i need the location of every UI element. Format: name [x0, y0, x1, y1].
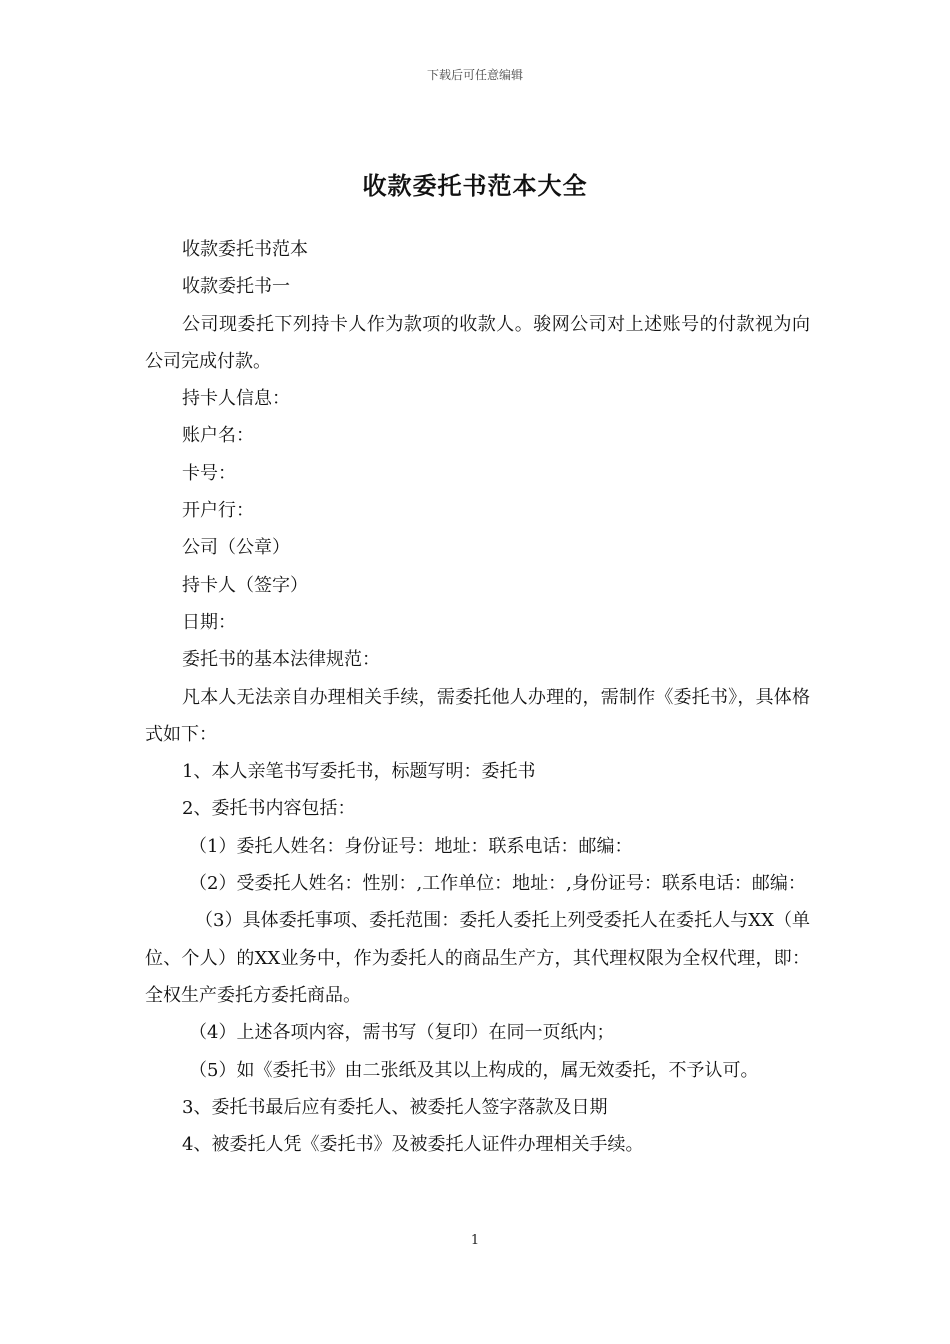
- paragraph-subtitle: 收款委托书范本: [182, 239, 308, 260]
- paragraph-subitem-2: （2）受委托人姓名：性别：,工作单位：地址：,身份证号：联系电话：邮编：: [189, 873, 806, 895]
- paragraph-company-seal: 公司（公章）: [182, 537, 290, 559]
- paragraph-item-2: 2、委托书内容包括：: [182, 798, 356, 820]
- paragraph-item-3: 3、委托书最后应有委托人、被委托人签字落款及日期: [182, 1096, 608, 1118]
- paragraph-subitem-5: （5）如《委托书》由二张纸及其以上构成的，属无效委托，不予认可。: [189, 1059, 759, 1081]
- paragraph-card-number: 卡号：: [182, 462, 236, 484]
- paragraph-account-name: 账户名：: [182, 425, 254, 447]
- paragraph-subitem-3: （3）具体委托事项、委托范围：委托人委托上列受委托人在委托人与XX（单位、个人）的XX业务中，作为委托人的商品生产方，其代理权限为全权代理，即：全权生产委托方委托商品。: [145, 910, 810, 1006]
- paragraph-intro: 凡本人无法亲自办理相关手续，需委托他人办理的，需制作《委托书》，具体格式如下：: [145, 686, 810, 745]
- paragraph-legal-norms: 委托书的基本法律规范：: [182, 649, 380, 671]
- page-number: 1: [470, 1233, 480, 1248]
- paragraph-date: 日期：: [182, 611, 236, 633]
- paragraph-bank: 开户行：: [182, 500, 254, 522]
- paragraph-section-one: 收款委托书一: [182, 276, 290, 298]
- document-title: 收款委托书范本大全: [362, 171, 588, 201]
- paragraph-subitem-1: （1）委托人姓名：身份证号：地址：联系电话：邮编：: [189, 835, 633, 857]
- paragraph-item-4: 4、被委托人凭《委托书》及被委托人证件办理相关手续。: [182, 1134, 644, 1156]
- paragraph-item-1: 1、本人亲笔书写委托书，标题写明：委托书: [182, 761, 536, 783]
- paragraph-company-statement: 公司现委托下列持卡人作为款项的收款人。骏网公司对上述账号的付款视为向公司完成付款。: [145, 313, 810, 372]
- paragraph-cardholder-signature: 持卡人（签字）: [182, 574, 308, 596]
- paragraph-subitem-4: （4）上述各项内容，需书写（复印）在同一页纸内；: [189, 1022, 615, 1044]
- header-note: 下载后可任意编辑: [426, 68, 523, 82]
- document-body: [145, 231, 810, 1163]
- paragraph-cardholder-info: 持卡人信息：: [182, 388, 290, 410]
